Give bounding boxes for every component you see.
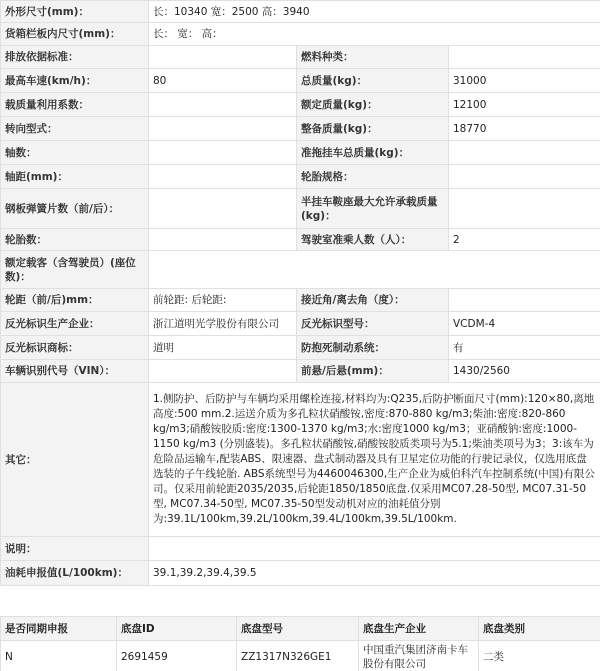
steering-label: 转向型式： [1,117,149,141]
spec-row-leaf-spring [1,189,600,229]
section-gap [0,586,600,616]
spec-row-vin [1,360,600,383]
rated-passengers-label: 额定载客（含驾驶员）(座位数)： [1,251,149,289]
chassis-header-row [1,617,600,641]
fuel-type-value [449,46,600,69]
saddle-load-label: 半挂车鞍座最大允许承载质量(kg)： [297,189,449,229]
reflector-maker-value: 浙江道明光学股份有限公司 [149,312,297,336]
fuel-value: 39.1,39.2,39.4,39.5 [149,561,600,586]
spec-row-passengers [1,251,600,289]
abs-value: 有 [449,336,600,360]
vin-value [149,360,297,383]
total-mass-value: 31000 [449,69,600,93]
reflector-brand-value: 道明 [149,336,297,360]
rated-load-label: 额定质量(kg)： [297,93,449,117]
trailer-mass-label: 准拖挂车总质量(kg)： [297,141,449,165]
spec-row-axles [1,141,600,165]
emission-label: 排放依据标准： [1,46,149,69]
saddle-load-value [449,189,600,229]
tire-spec-label: 轮胎规格： [297,165,449,189]
reflector-maker-label: 反光标识生产企业： [1,312,149,336]
fuel-type-label: 燃料种类： [297,46,449,69]
cargo-box-label: 货箱栏板内尺寸(mm)： [1,23,149,46]
trailer-mass-value [449,141,600,165]
axles-label: 轴数： [1,141,149,165]
col-header-chassis-category: 底盘类别 [479,617,600,641]
vin-label: 车辆识别代号（VIN）： [1,360,149,383]
total-mass-label: 总质量(kg)： [297,69,449,93]
dimensions-label: 外形尺寸(mm)： [1,1,149,23]
spec-row-reflector-brand [1,336,600,360]
axles-value [149,141,297,165]
spec-row-track [1,289,600,312]
chassis-table [0,616,600,671]
cell-chassis-category: 二类 [479,641,600,671]
track-value: 前轮距: 后轮距: [149,289,297,312]
rated-passengers-value [149,251,600,289]
spec-row-note [1,537,600,561]
spec-row-tires [1,229,600,251]
overhang-label: 前悬/后悬(mm)： [297,360,449,383]
spec-row-load [1,93,600,117]
track-label: 轮距（前/后)mm： [1,289,149,312]
fuel-label: 油耗申报值(L/100km)： [1,561,149,586]
cell-concurrent: N [1,641,117,671]
table-row [1,641,600,671]
spec-row-fuel [1,561,600,586]
load-factor-value [149,93,297,117]
leaf-spring-label: 钢板弹簧片数（前/后）： [1,189,149,229]
tire-count-value [149,229,297,251]
cell-chassis-maker: 中国重汽集团济南卡车股份有限公司 [359,641,479,671]
cell-chassis-model: ZZ1317N326GE1 [237,641,359,671]
max-speed-value: 80 [149,69,297,93]
curb-mass-value: 18770 [449,117,600,141]
abs-label: 防抱死制动系统： [297,336,449,360]
wheelbase-value [149,165,297,189]
curb-mass-label: 整备质量(kg)： [297,117,449,141]
spec-row-cargo-box [1,23,600,46]
emission-value [149,46,297,69]
spec-row-other [1,383,600,537]
load-factor-label: 载质量利用系数： [1,93,149,117]
col-header-chassis-model: 底盘型号 [237,617,359,641]
max-speed-label: 最高车速(km/h)： [1,69,149,93]
spec-row-dimensions [1,1,600,23]
tire-count-label: 轮胎数： [1,229,149,251]
col-header-chassis-id: 底盘ID [117,617,237,641]
col-header-concurrent: 是否同期申报 [1,617,117,641]
note-label: 说明： [1,537,149,561]
other-value: 1.侧防护、后防护与车辆均采用螺栓连接,材料均为:Q235,后防护断面尺寸(mm):120×80,离地高度:500 mm.2.运送介质为多孔粒状硝酸铵,密度:870-880 kg/m3;柴油:密度:820-860 kg/m3;硝酸铵胶质:密度:1300-1370 kg/m3;水:密度1000 kg/m3；亚硝酸钠:密度:1000-1150 kg/m3 (分别盛装)。多孔粒状硝酸铵,硝酸铵胶质类项号为5.1;柴油类项号为3；3:该车为危险品运输车,配装ABS、限速器、盘式制动器及具有卫星定位功能的行驶记录仪，仅选用底盘选装的子午线轮胎. ABS系统型号为4460046300,生产企业为威伯科汽车控制系统(中国)有限公司。仅采用前轮距2035/2035,后轮距1850/1850底盘.仅采用MC07.28-50型, MC07.31-50型, MC07.34-50型, MC07.35-50型发动机对应的油耗值分别为:39.1L/100km,39.2L/100km,39.4L/100km,39.5L/100km. [149,383,600,537]
spec-row-speed [1,69,600,93]
overhang-value: 1430/2560 [449,360,600,383]
cargo-box-value: 长： 宽： 高： [149,23,600,46]
wheelbase-label: 轴距(mm)： [1,165,149,189]
approach-label: 接近角/离去角（度）： [297,289,449,312]
spec-row-steering [1,117,600,141]
approach-value [449,289,600,312]
steering-value [149,117,297,141]
cab-seats-label: 驾驶室准乘人数（人）： [297,229,449,251]
reflector-model-value: VCDM-4 [449,312,600,336]
col-header-chassis-maker: 底盘生产企业 [359,617,479,641]
dimensions-value: 长：10340 宽：2500 高：3940 [149,1,600,23]
spec-row-emission [1,46,600,69]
tire-spec-value [449,165,600,189]
cell-chassis-id: 2691459 [117,641,237,671]
note-value [149,537,600,561]
other-label: 其它： [1,383,149,537]
cab-seats-value: 2 [449,229,600,251]
leaf-spring-value [149,189,297,229]
rated-load-value: 12100 [449,93,600,117]
reflector-brand-label: 反光标识商标： [1,336,149,360]
spec-row-wheelbase [1,165,600,189]
reflector-model-label: 反光标识型号： [297,312,449,336]
spec-row-reflector-maker [1,312,600,336]
